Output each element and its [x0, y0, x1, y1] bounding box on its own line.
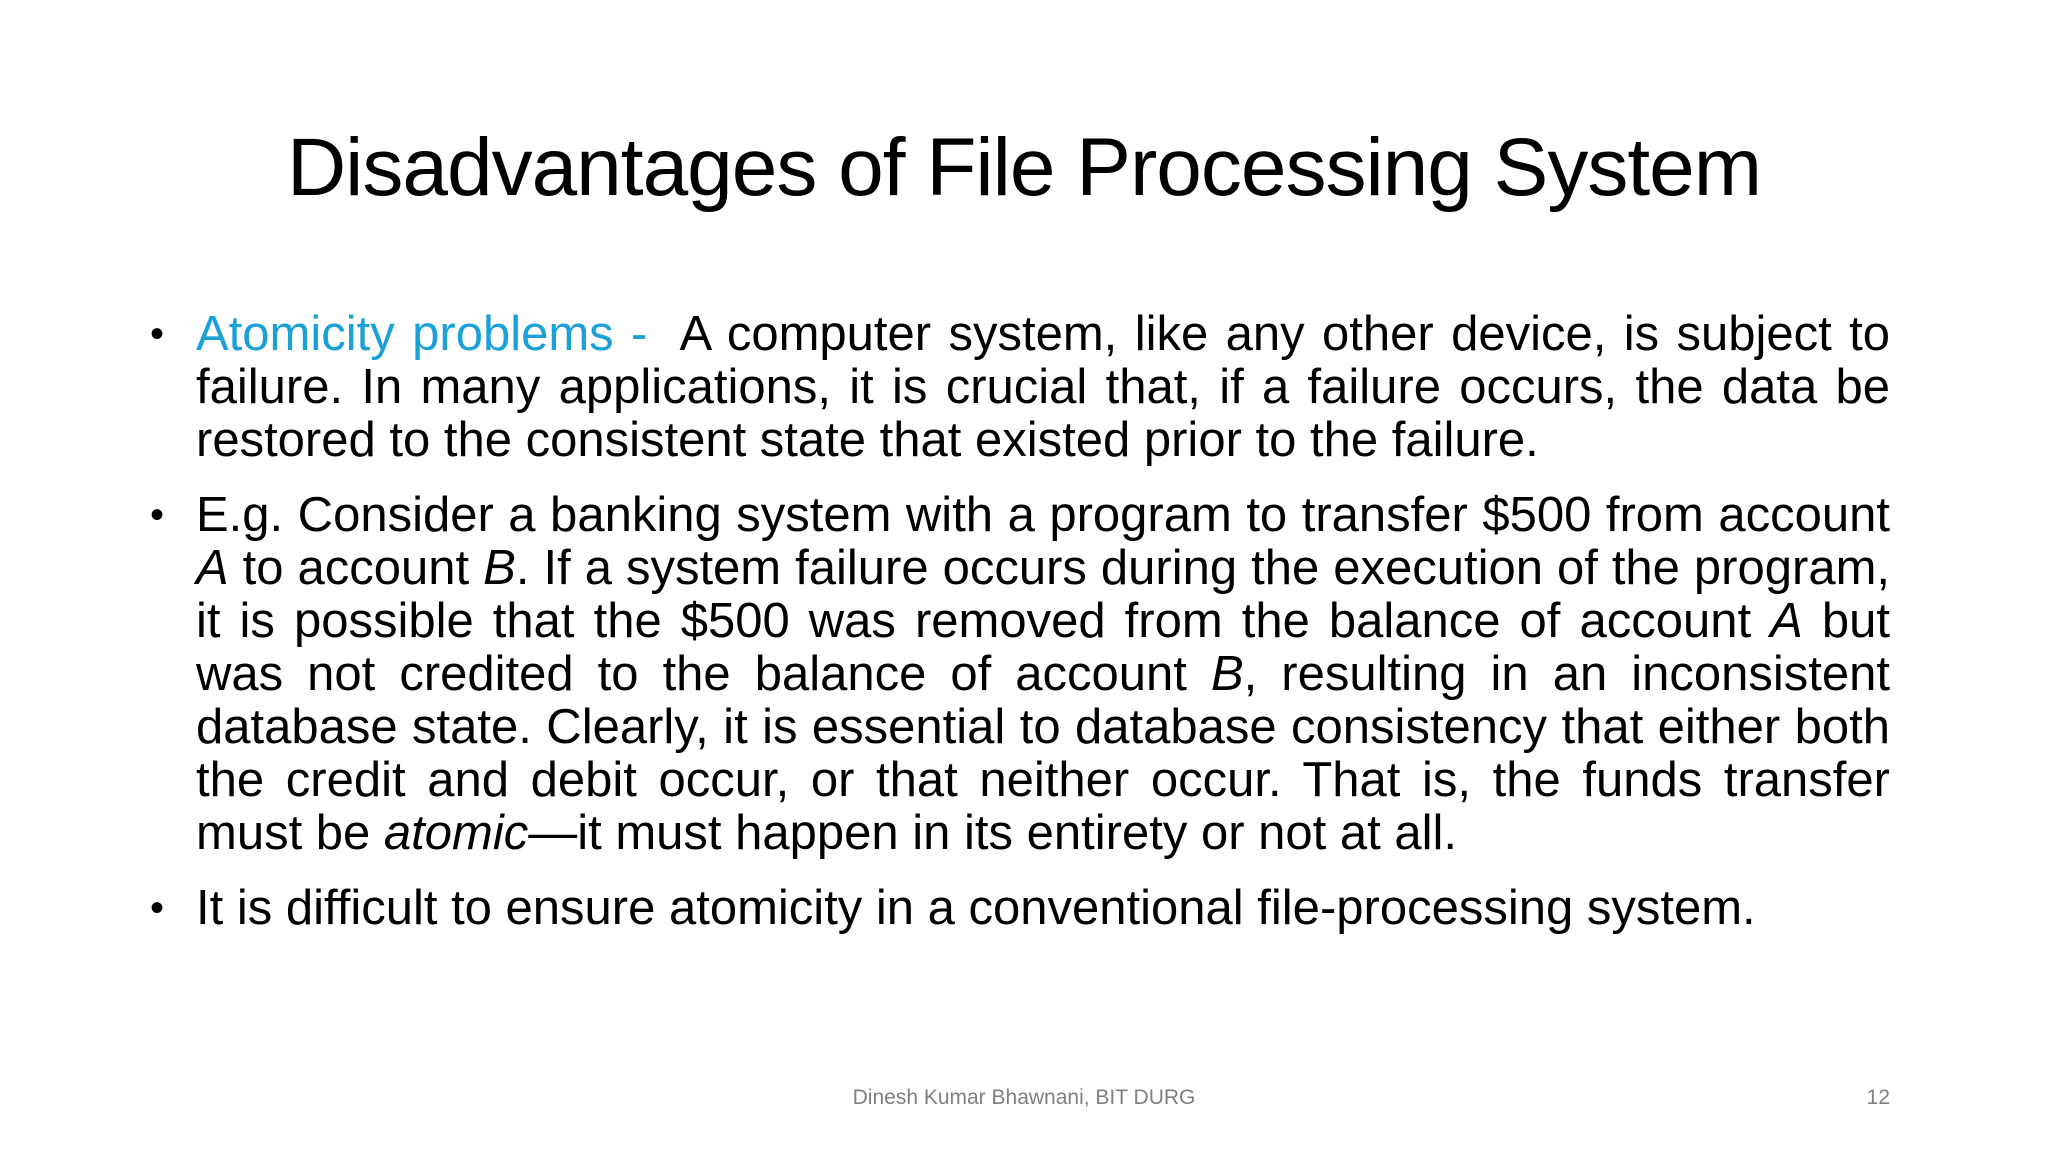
bullet-item-difficulty: [150, 882, 1890, 935]
bullet-text: . If a system failure occurs during the execution of the program, it is possible that the $500 was removed from the balance of account: [196, 541, 1891, 648]
bullet-text: A computer system, like any other device, is subject to failure. In many applications, it is crucial that, if a failure occurs, the data be restored to the consistent state that existed prior to the failure.: [196, 307, 1891, 467]
atomic-term: atomic: [383, 806, 529, 860]
account-a-label: A: [1770, 594, 1803, 648]
page-number: 12: [1866, 1086, 1890, 1109]
slide-title: Disadvantages of File Processing System: [286, 122, 1762, 213]
bullet-item-atomicity: [150, 308, 1890, 467]
account-b-label: B: [483, 541, 516, 595]
bullet-list: [150, 308, 1890, 957]
bullet-dot-icon: •: [150, 493, 165, 537]
footer-author: Dinesh Kumar Bhawnani, BIT DURG: [852, 1086, 1196, 1109]
account-a-label: A: [196, 541, 229, 595]
bullet-text: to account: [228, 541, 484, 595]
account-b-label: B: [1210, 647, 1244, 701]
bullet-heading: Atomicity problems -: [196, 307, 648, 361]
bullet-text: but was not credited to the balance of account: [196, 594, 1890, 701]
bullet-text: —it must happen in its entirety or not at all.: [528, 806, 1457, 860]
bullet-text: , resulting in an inconsistent database state. Clearly, it is essential to database consistency that either both the credit and debit occur, or that neither occur. That is, the funds transfer must be: [196, 647, 1890, 860]
bullet-text: E.g. Consider a banking system with a program to transfer $500 from account: [196, 488, 1890, 542]
bullet-item-example: [150, 489, 1890, 860]
bullet-dot-icon: •: [150, 886, 165, 930]
bullet-text: It is difficult to ensure atomicity in a conventional file-processing system.: [196, 881, 1756, 935]
bullet-dot-icon: •: [150, 312, 165, 356]
